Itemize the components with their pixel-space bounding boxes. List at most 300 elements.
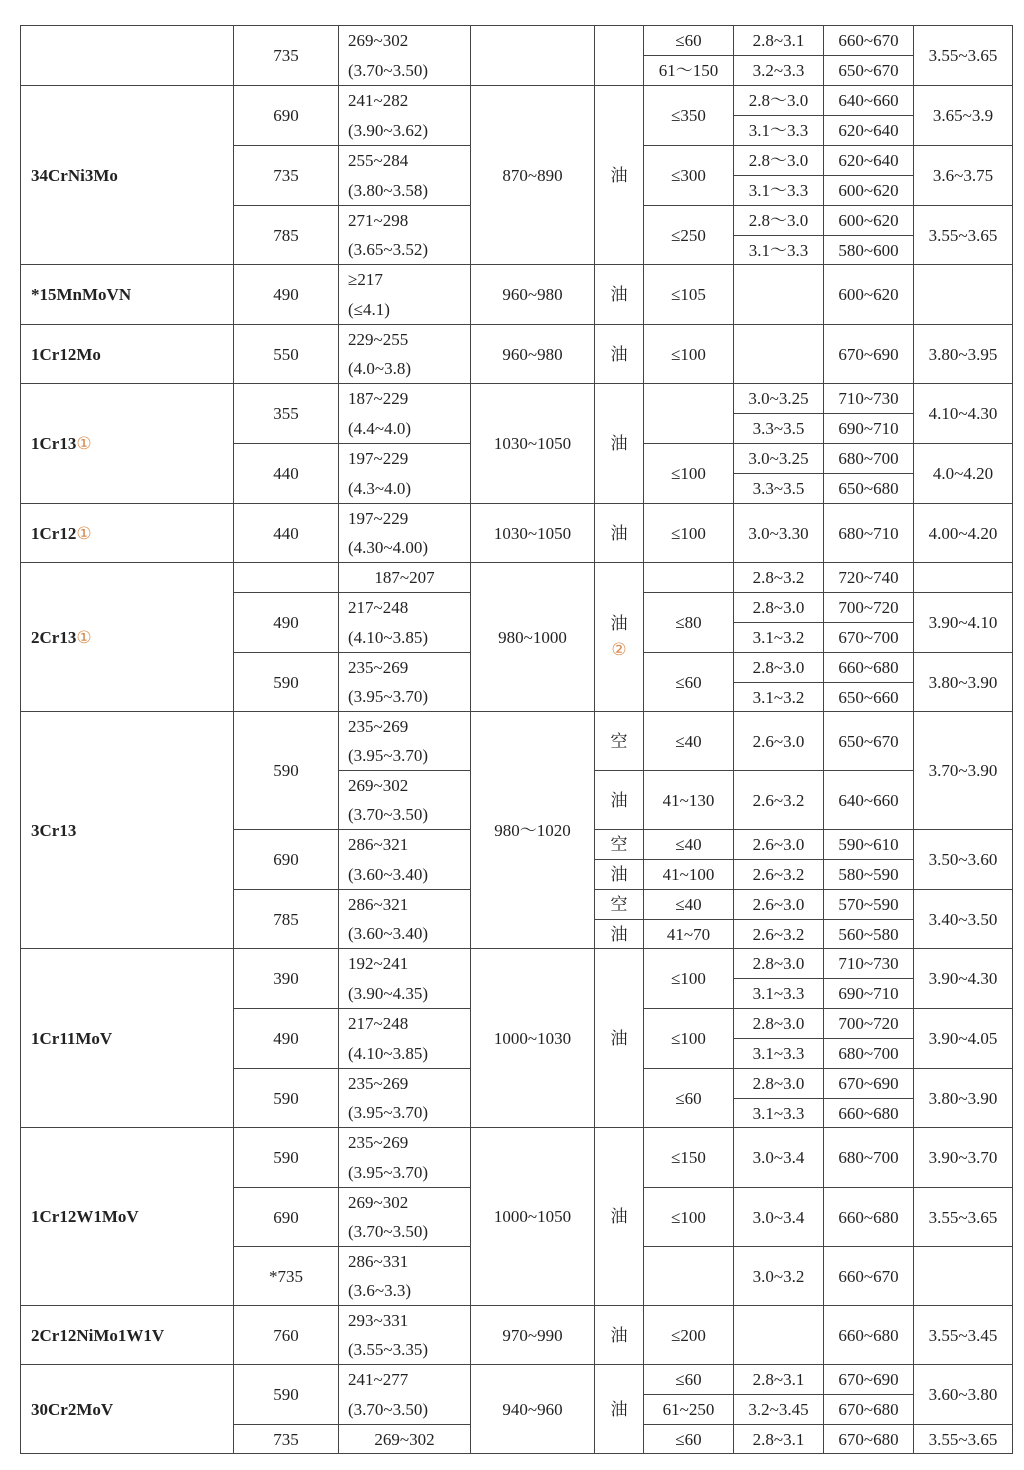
cell-tempering-param <box>733 235 824 265</box>
cell-value: 空 <box>610 835 628 854</box>
cell-value: 油 <box>610 523 628 543</box>
cell-tempering-param <box>733 383 824 414</box>
cell-section-size <box>643 859 734 890</box>
cell-section-size <box>643 711 734 771</box>
cell-value: ≤300 <box>671 166 706 185</box>
cell-value: ≤40 <box>675 731 702 751</box>
cell-quench-temp <box>470 85 595 265</box>
cell-hardness-hb-dia <box>913 145 1013 206</box>
cell-sub-value: (3.70~3.50) <box>348 1222 429 1241</box>
cell-sub-value: (3.6~3.3) <box>348 1281 412 1300</box>
cell-section-size <box>643 652 734 712</box>
cell-quench-temp <box>470 324 595 384</box>
cell-hardness <box>338 889 471 949</box>
cell-strength <box>233 829 339 890</box>
cell-value: 970~990 <box>502 1325 563 1345</box>
cell-hardness <box>338 770 471 830</box>
cell-quench-medium <box>594 919 644 949</box>
cell-value: 3.0~3.4 <box>752 1148 805 1167</box>
cell-tempering-temp <box>823 1305 914 1365</box>
cell-strength <box>233 443 339 504</box>
cell-tempering-temp <box>823 413 914 444</box>
cell-sub-value: (≤4.1) <box>348 299 390 319</box>
cell-value: 390 <box>273 969 299 988</box>
cell-value: 960~980 <box>502 344 563 364</box>
cell-value: 3.1～3.3 <box>748 181 809 200</box>
cell-value: 600~620 <box>838 285 899 304</box>
cell-quench-medium <box>594 25 644 86</box>
cell-hardness-hb-dia <box>913 829 1013 890</box>
footnote-marker: ① <box>76 627 92 647</box>
cell-value: 269~302 <box>348 775 409 795</box>
cell-value: 690~710 <box>838 419 899 438</box>
cell-tempering-param <box>733 829 824 860</box>
cell-tempering-temp <box>823 235 914 265</box>
cell-hardness-hb-dia <box>913 324 1013 384</box>
cell-hardness <box>338 85 471 146</box>
cell-value: 700~720 <box>838 598 899 617</box>
cell-value: 1Cr12Mo <box>31 344 101 364</box>
cell-value: ≤60 <box>675 1088 702 1108</box>
cell-value: 660~670 <box>838 31 899 50</box>
cell-value: 197~229 <box>348 508 409 528</box>
cell-value: ≤100 <box>671 344 706 364</box>
cell-value: 3.0~3.4 <box>752 1207 805 1227</box>
cell-value: 2.6~3.2 <box>752 790 805 810</box>
cell-tempering-temp <box>823 652 914 683</box>
cell-value: 710~730 <box>838 389 899 408</box>
cell-value: 油 <box>610 285 628 304</box>
cell-hardness-hb-dia <box>913 383 1013 444</box>
cell-value: 490 <box>273 613 299 632</box>
cell-grade <box>20 503 234 563</box>
cell-hardness <box>338 264 471 325</box>
cell-quench-medium <box>594 1305 644 1365</box>
cell-value: ≤105 <box>671 285 706 304</box>
cell-value: 2.6~3.2 <box>752 865 805 884</box>
cell-value: 785 <box>273 909 299 929</box>
cell-hardness <box>338 443 471 504</box>
cell-value: 2.8~3.1 <box>752 1429 805 1449</box>
cell-strength <box>233 324 339 384</box>
cell-strength <box>233 1364 339 1425</box>
cell-value: 241~277 <box>348 1370 409 1389</box>
cell-section-size <box>643 1394 734 1425</box>
cell-value: ≤60 <box>675 31 702 50</box>
cell-sub-value: (4.30~4.00) <box>348 538 429 557</box>
cell-quench-medium <box>594 264 644 325</box>
cell-tempering-param <box>733 25 824 56</box>
cell-section-size <box>643 1364 734 1395</box>
cell-value: 1030~1050 <box>493 523 572 543</box>
cell-value: 2.8~3.2 <box>752 568 805 587</box>
cell-quench-temp <box>470 948 595 1128</box>
cell-strength <box>233 1246 339 1306</box>
cell-value: 2.6~3.0 <box>752 835 805 854</box>
cell-value: 269~302 <box>348 31 409 50</box>
cell-grade <box>20 1305 234 1365</box>
cell-hardness <box>338 145 471 206</box>
cell-tempering-param <box>733 413 824 444</box>
cell-value: 3.55~3.65 <box>928 225 998 245</box>
cell-hardness <box>338 1127 471 1188</box>
cell-value: 269~302 <box>374 1429 435 1449</box>
cell-value: 空 <box>610 895 628 914</box>
cell-value: 2.8～3.0 <box>748 151 809 170</box>
cell-value: 3.2~3.3 <box>752 61 805 80</box>
cell-value: 3.55~3.45 <box>928 1325 998 1345</box>
cell-section-size <box>643 25 734 56</box>
cell-strength <box>233 1187 339 1247</box>
cell-strength <box>233 562 339 593</box>
cell-hardness-hb-dia <box>913 711 1013 830</box>
cell-value: 1000~1030 <box>493 1028 572 1048</box>
cell-value: 油 <box>610 1028 628 1048</box>
cell-hardness <box>338 1246 471 1306</box>
cell-value: 720~740 <box>838 568 899 587</box>
cell-value: 192~241 <box>348 954 409 973</box>
cell-sub-value: (3.70~3.50) <box>348 60 429 80</box>
cell-section-size <box>643 1305 734 1365</box>
cell-value: 286~331 <box>348 1251 409 1271</box>
cell-hardness-hb-dia <box>913 592 1013 653</box>
cell-quench-medium <box>594 889 644 920</box>
cell-section-size <box>643 1008 734 1069</box>
cell-quench-medium <box>594 711 644 771</box>
cell-value: 197~229 <box>348 449 409 468</box>
cell-section-size <box>643 592 734 653</box>
cell-hardness-hb-dia <box>913 503 1013 563</box>
cell-value: 271~298 <box>348 210 409 230</box>
cell-tempering-temp <box>823 264 914 325</box>
cell-value: 690~710 <box>838 984 899 1003</box>
cell-hardness-hb-dia <box>913 1068 1013 1128</box>
cell-tempering-param <box>733 473 824 504</box>
cell-value: 3.60~3.80 <box>928 1385 998 1404</box>
cell-hardness-hb-dia <box>913 948 1013 1009</box>
cell-value: 3Cr13 <box>31 820 77 840</box>
cell-value: 235~269 <box>348 1133 409 1152</box>
cell-hardness <box>338 1068 471 1128</box>
cell-value: 660~680 <box>838 1325 899 1345</box>
cell-value: 2.8~3.0 <box>752 1074 805 1093</box>
cell-value: 30Cr2MoV <box>31 1399 114 1419</box>
cell-strength <box>233 264 339 325</box>
cell-tempering-param <box>733 859 824 890</box>
cell-tempering-temp <box>823 1127 914 1188</box>
cell-value: 570~590 <box>838 895 899 914</box>
cell-tempering-temp <box>823 1008 914 1039</box>
cell-sub-value: (3.90~3.62) <box>348 120 429 140</box>
cell-value: 油 <box>610 614 628 633</box>
cell-section-size <box>643 145 734 206</box>
cell-value: 2Cr13 <box>31 627 77 647</box>
cell-value: 255~284 <box>348 151 409 170</box>
cell-tempering-temp <box>823 1394 914 1425</box>
cell-value: 560~580 <box>838 924 899 944</box>
cell-sub-value: (3.60~3.40) <box>348 864 429 884</box>
cell-tempering-temp <box>823 85 914 116</box>
cell-value: 3.1~3.2 <box>752 687 805 707</box>
cell-tempering-temp <box>823 1364 914 1395</box>
cell-sub-value: (3.65~3.52) <box>348 240 429 259</box>
cell-value: 34CrNi3Mo <box>31 165 118 185</box>
cell-tempering-param <box>733 1098 824 1128</box>
cell-value: 680~700 <box>838 1044 899 1063</box>
cell-hardness <box>338 829 471 890</box>
cell-value: 660~680 <box>838 1103 899 1123</box>
cell-hardness <box>338 324 471 384</box>
cell-value: 油 <box>610 1207 628 1226</box>
cell-value: 油 <box>610 1325 628 1345</box>
cell-hardness <box>338 1187 471 1247</box>
cell-value: 2.8~3.0 <box>752 658 805 677</box>
cell-value: 3.55~3.65 <box>928 1207 998 1227</box>
cell-value: 1Cr12 <box>31 523 77 543</box>
cell-strength <box>233 25 339 86</box>
cell-tempering-param <box>733 205 824 236</box>
cell-tempering-param <box>733 1008 824 1039</box>
cell-sub-value: (3.90~4.35) <box>348 983 429 1003</box>
cell-value: 490 <box>273 285 299 304</box>
cell-value: 2.8~3.0 <box>752 954 805 973</box>
cell-grade <box>20 383 234 504</box>
cell-value: 235~269 <box>348 716 409 736</box>
cell-value: 3.6~3.75 <box>932 166 994 185</box>
cell-grade <box>20 324 234 384</box>
cell-value: 3.65~3.9 <box>932 106 994 125</box>
cell-sub-value: (4.10~3.85) <box>348 1043 429 1063</box>
cell-value: 油 <box>610 434 628 453</box>
cell-tempering-temp <box>823 859 914 890</box>
cell-value: ≤80 <box>675 613 702 632</box>
cell-tempering-temp <box>823 324 914 384</box>
cell-tempering-param <box>733 919 824 949</box>
cell-hardness <box>338 592 471 653</box>
cell-quench-medium <box>594 324 644 384</box>
cell-grade <box>20 562 234 712</box>
cell-value: 690 <box>273 850 299 869</box>
cell-strength <box>233 948 339 1009</box>
cell-hardness-hb-dia <box>913 1127 1013 1188</box>
cell-grade <box>20 1364 234 1454</box>
cell-value: 2.8～3.0 <box>748 91 809 110</box>
cell-value: 980~1000 <box>498 627 567 647</box>
cell-value: 3.55~3.65 <box>928 46 998 65</box>
cell-section-size <box>643 770 734 830</box>
cell-value: 2.8~3.0 <box>752 1014 805 1033</box>
cell-hardness <box>338 1305 471 1365</box>
cell-value: 空 <box>610 731 628 751</box>
cell-value: 3.3~3.5 <box>752 419 805 438</box>
cell-value: 217~248 <box>348 598 409 617</box>
cell-tempering-temp <box>823 622 914 653</box>
cell-value: 3.1~3.3 <box>752 1044 805 1063</box>
cell-quench-medium <box>594 829 644 860</box>
cell-strength <box>233 1424 339 1454</box>
cell-value: 3.1~3.3 <box>752 1103 805 1123</box>
cell-section-size <box>643 1127 734 1188</box>
cell-value: 4.0~4.20 <box>932 464 994 483</box>
cell-strength <box>233 503 339 563</box>
cell-value: 590 <box>273 1088 299 1108</box>
cell-tempering-param <box>733 1305 824 1365</box>
cell-value: 2.8～3.0 <box>748 211 809 230</box>
cell-value: 286~321 <box>348 835 409 854</box>
cell-value: 550 <box>273 344 299 364</box>
cell-grade <box>20 948 234 1128</box>
cell-strength <box>233 1127 339 1188</box>
cell-strength <box>233 889 339 949</box>
cell-hardness <box>338 383 471 444</box>
cell-value: 440 <box>273 464 299 483</box>
cell-tempering-temp <box>823 1246 914 1306</box>
cell-section-size <box>643 1068 734 1128</box>
cell-value: 187~229 <box>348 389 409 408</box>
cell-value: 680~700 <box>838 1148 899 1167</box>
cell-value: 670~690 <box>838 1074 899 1093</box>
cell-hardness <box>338 25 471 86</box>
cell-tempering-param <box>733 562 824 593</box>
cell-strength <box>233 652 339 712</box>
cell-quench-medium <box>594 1127 644 1306</box>
cell-value: 61~250 <box>662 1400 715 1419</box>
cell-tempering-temp <box>823 1187 914 1247</box>
cell-value: ≤150 <box>671 1148 706 1167</box>
cell-tempering-param <box>733 324 824 384</box>
cell-value: 670~680 <box>838 1400 899 1419</box>
cell-tempering-temp <box>823 1098 914 1128</box>
cell-hardness-hb-dia <box>913 1424 1013 1454</box>
cell-tempering-param <box>733 978 824 1009</box>
cell-value: 760 <box>273 1325 299 1345</box>
cell-hardness-hb-dia <box>913 443 1013 504</box>
cell-value: 61～150 <box>658 61 719 80</box>
cell-sub-value: (4.3~4.0) <box>348 478 412 498</box>
cell-section-size <box>643 55 734 86</box>
cell-tempering-temp <box>823 383 914 414</box>
cell-tempering-temp <box>823 55 914 86</box>
cell-tempering-param <box>733 1127 824 1188</box>
cell-value: 440 <box>273 523 299 543</box>
cell-value: 41~100 <box>662 865 715 884</box>
cell-section-size <box>643 889 734 920</box>
cell-value: 41~130 <box>662 790 715 810</box>
cell-value: 3.80~3.95 <box>928 344 998 364</box>
cell-value: 1Cr13 <box>31 434 77 453</box>
cell-quench-temp <box>470 562 595 712</box>
cell-tempering-param <box>733 652 824 683</box>
cell-value: 690 <box>273 1207 299 1227</box>
cell-tempering-param <box>733 1068 824 1099</box>
cell-hardness-hb-dia <box>913 652 1013 712</box>
cell-value: 870~890 <box>502 165 563 185</box>
footnote-marker: ② <box>611 640 627 659</box>
cell-value: 650~670 <box>838 61 899 80</box>
cell-quench-temp <box>470 25 595 86</box>
cell-section-size <box>643 919 734 949</box>
cell-tempering-param <box>733 770 824 830</box>
cell-value: 580~590 <box>838 865 899 884</box>
cell-value: 油 <box>610 865 628 884</box>
cell-value: 241~282 <box>348 91 409 110</box>
cell-value: 3.1~3.2 <box>752 628 805 647</box>
cell-value: 油 <box>610 344 628 364</box>
cell-tempering-temp <box>823 592 914 623</box>
cell-hardness-hb-dia <box>913 25 1013 86</box>
cell-value: 2.8~3.0 <box>752 598 805 617</box>
cell-value: 4.00~4.20 <box>928 523 998 543</box>
cell-grade <box>20 264 234 325</box>
cell-value: 2.6~3.0 <box>752 895 805 914</box>
cell-tempering-temp <box>823 115 914 146</box>
cell-grade <box>20 1127 234 1306</box>
cell-tempering-temp <box>823 503 914 563</box>
cell-value: ≤100 <box>671 1029 706 1048</box>
cell-tempering-temp <box>823 948 914 979</box>
cell-value: 3.3~3.5 <box>752 479 805 498</box>
cell-quench-medium <box>594 383 644 504</box>
cell-tempering-param <box>733 264 824 325</box>
cell-value: 660~670 <box>838 1266 899 1286</box>
cell-value: ≤250 <box>671 225 706 245</box>
cell-value: 960~980 <box>502 285 563 304</box>
cell-value: ≤350 <box>671 106 706 125</box>
cell-hardness-hb-dia <box>913 1008 1013 1069</box>
cell-value: 3.0~3.25 <box>748 449 809 468</box>
cell-sub-value: (3.95~3.70) <box>348 1162 429 1182</box>
cell-hardness-hb-dia <box>913 562 1013 593</box>
cell-tempering-temp <box>823 978 914 1009</box>
cell-value: 3.1～3.3 <box>748 121 809 140</box>
cell-tempering-temp <box>823 145 914 176</box>
cell-value: 41~70 <box>666 924 711 944</box>
cell-value: 640~660 <box>838 91 899 110</box>
cell-tempering-temp <box>823 562 914 593</box>
cell-strength <box>233 711 339 830</box>
cell-quench-medium <box>594 503 644 563</box>
cell-tempering-param <box>733 503 824 563</box>
cell-value: 670~700 <box>838 628 899 647</box>
cell-tempering-param <box>733 1394 824 1425</box>
cell-tempering-param <box>733 85 824 116</box>
cell-value: 580~600 <box>838 240 899 260</box>
cell-value: 735 <box>273 1429 299 1449</box>
cell-tempering-temp <box>823 205 914 236</box>
cell-tempering-param <box>733 1038 824 1069</box>
cell-tempering-param <box>733 711 824 771</box>
cell-value: ≤60 <box>675 1370 702 1389</box>
cell-value: 3.0~3.2 <box>752 1266 805 1286</box>
cell-section-size <box>643 85 734 146</box>
cell-tempering-param <box>733 443 824 474</box>
footnote-marker: ① <box>76 523 92 543</box>
cell-grade <box>20 25 234 86</box>
cell-value: 2.6~3.2 <box>752 924 805 944</box>
cell-quench-medium <box>594 859 644 890</box>
cell-value: 590 <box>273 761 299 780</box>
cell-value: 1Cr11MoV <box>31 1028 113 1048</box>
cell-sub-value: (3.55~3.35) <box>348 1340 429 1359</box>
cell-section-size <box>643 1424 734 1454</box>
cell-hardness-hb-dia <box>913 889 1013 949</box>
cell-value: 3.70~3.90 <box>928 761 998 780</box>
cell-value: 187~207 <box>374 568 435 587</box>
cell-strength <box>233 383 339 444</box>
cell-hardness-hb-dia <box>913 205 1013 265</box>
cell-value: 2Cr12NiMo1W1V <box>31 1325 165 1345</box>
cell-value: 3.0~3.30 <box>748 523 809 543</box>
